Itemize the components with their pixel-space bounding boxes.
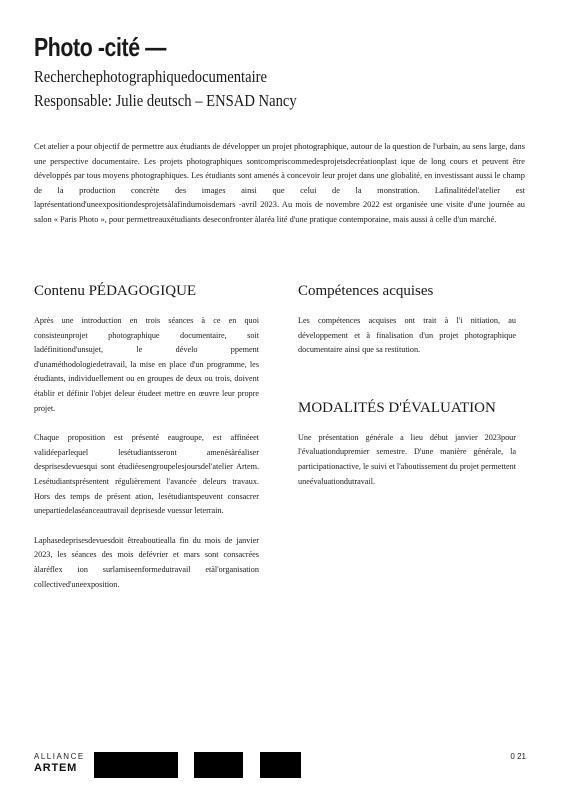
contenu-paragraph-1: Après une introduction en trois séances à ce en quoi consisteunprojet photographique documentaire, soit ladéfinitiond'unsujet, le dévelo ppement d'unaméthodologiedetravail, la mise en place d'un programme, les étudiants, individuellement ou en groupes de deux ou trois, doivent établir et définir l'objet deleur étudeet mettre en œuvre leur propre projet. — [34, 316, 259, 413]
contenu-paragraph-2: Chaque proposition est présenté eaugroupe, est affinéeet validéeparlequel lesétudiantsseront amenésàréaliser desprisesdevuesqui sont étudiéesengroupelesjoursdel'atelier Artem. Lesétudiantsprésentent régulièrement l'avancée deleurs travaux. Hors des temps de présent ation, lesétudiantspeuvent consacrer unepartiedelaséanceautravail deprisesde vuessur leterrain. — [34, 433, 259, 516]
contenu-paragraph-3: Laphasedeprisesdevuesdoit êtreaboutiealla fin du mois de janvier 2023, les séances des mois defévrier et mars sont consacrées àlaréflex ion surlamiseenformedutravail etàl'organisation collectived'uneexposition. — [34, 535, 259, 589]
left-column — [34, 283, 259, 607]
intro-paragraph: Cet atelier a pour objectif de permettre aux étudiants de développer un projet photographique, autour de la question de l'urbain, au sens large, dans une perspective documentaire. Les projets photographiques sontcompriscommedesprojetsdecréationplast ique de long cours et peuvent être développés par tous moyens photographiques. Les étudiants sont amenés à concevoir leur projet dans une globalité, en investissant aussi le champ de la production concrète des images ainsi que celui de la monstration. Lafinalitédel'atelier est laprésentationd'uneexpositiondesprojetsàlafindumoisdemars -avril 2023. Au mois de novembre 2022 est organisée une visite d'une journée au salon « Paris Photo », pour permettreauxétudiants deseconfronter àlaréa lité d'une pratique contemporaine, mais aussi à celle d'un marché. — [34, 142, 525, 224]
redacted-block-3 — [260, 752, 301, 778]
page-title: Photo -cité — — [34, 32, 167, 62]
alliance-artem-logo — [34, 752, 85, 774]
logo-top-text: ALLIANCE — [34, 752, 85, 761]
responsable-line: Responsable: Julie deutsch – ENSAD Nancy — [34, 91, 297, 110]
page-subtitle: Recherchephotographiquedocumentaire — [34, 67, 268, 86]
redacted-block-2 — [194, 752, 243, 778]
page-header — [34, 32, 534, 111]
contenu-heading: Contenu PÉDAGOGIQUE — [34, 283, 197, 299]
redacted-block-1 — [94, 752, 178, 778]
logo-bottom-text: ARTEM — [34, 762, 78, 774]
right-column — [298, 283, 516, 504]
modalites-paragraph: Une présentation générale a lieu début janvier 2023pour l'évaluationdupremier semestre. D'une manière générale, la participationactive, le suivi et l'aboutissement du projet permettent uneévaluationdutravail. — [298, 432, 516, 486]
page-footer — [34, 746, 534, 786]
page-number: 0 21 — [510, 752, 526, 761]
modalites-heading: MODALITÉS D'ÉVALUATION — [298, 399, 496, 416]
competences-heading: Compétences acquises — [298, 283, 434, 299]
competences-paragraph: Les compétences acquises ont trait à l'i nitiation, au développement et à finalisation d'un projet photographique documentaire ainsi que sa restitution. — [298, 316, 516, 355]
